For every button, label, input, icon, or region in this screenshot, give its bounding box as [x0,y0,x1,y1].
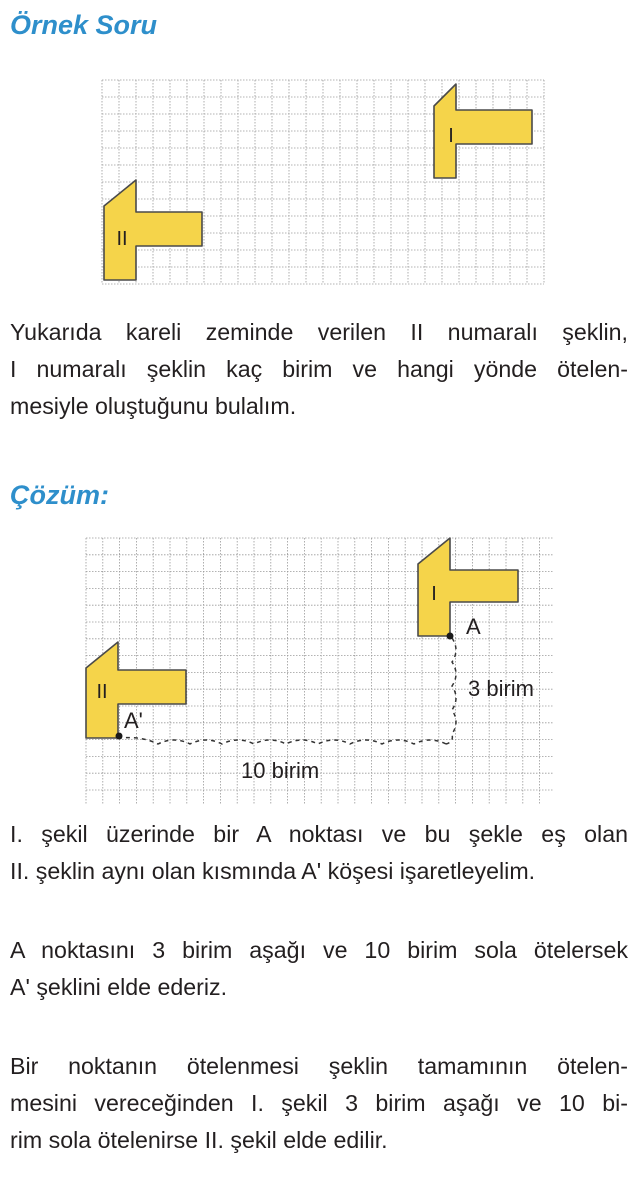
horizontal-shift-path [120,738,446,744]
question-line: I numaralı şeklin kaç birim ve hangi yönde ötelen- [10,356,628,382]
point-A-prime-label: A' [124,708,143,733]
example-grid [102,80,544,284]
question-text [10,314,628,425]
solution-heading: Çözüm: [10,480,109,510]
solution-paragraph-3 [10,1048,628,1159]
solution-line: Bir noktanın ötelenmesi şeklin tamamının ötelen- [10,1053,628,1079]
solution-paragraph-2 [10,932,628,1006]
solution-line: rim sola ötelenirse II. şekil elde edilir. [10,1127,388,1153]
horizontal-shift-label: 10 birim [241,758,320,783]
point-A-prime [116,733,123,740]
example-heading: Örnek Soru [10,10,158,40]
solution-grid [86,538,554,804]
solution-line: A noktasını 3 birim aşağı ve 10 birim sola ötelersek [10,937,628,963]
question-line: mesiyle oluştuğunu bulalım. [10,393,297,419]
point-A-label: A [466,614,481,639]
question-line: Yukarıda kareli zeminde verilen II numaralı şeklin, [10,319,628,345]
point-A [447,633,454,640]
vertical-shift-path [446,638,456,744]
shape-I-label: I [431,583,437,605]
solution-line: II. şeklin aynı olan kısmında A' köşesi işaretleyelim. [10,858,536,884]
shape-II-label: II [96,681,108,703]
solution-line: A' şeklini elde ederiz. [10,974,228,1000]
solution-paragraph-1 [10,816,628,890]
solution-line: I. şekil üzerinde bir A noktası ve bu şekle eş olan [10,821,628,847]
solution-line: mesini vereceğinden I. şekil 3 birim aşağı ve 10 bi- [10,1090,628,1116]
vertical-shift-label: 3 birim [468,676,535,701]
shape-I-label: I [448,125,454,147]
shape-II-label: II [116,228,128,250]
